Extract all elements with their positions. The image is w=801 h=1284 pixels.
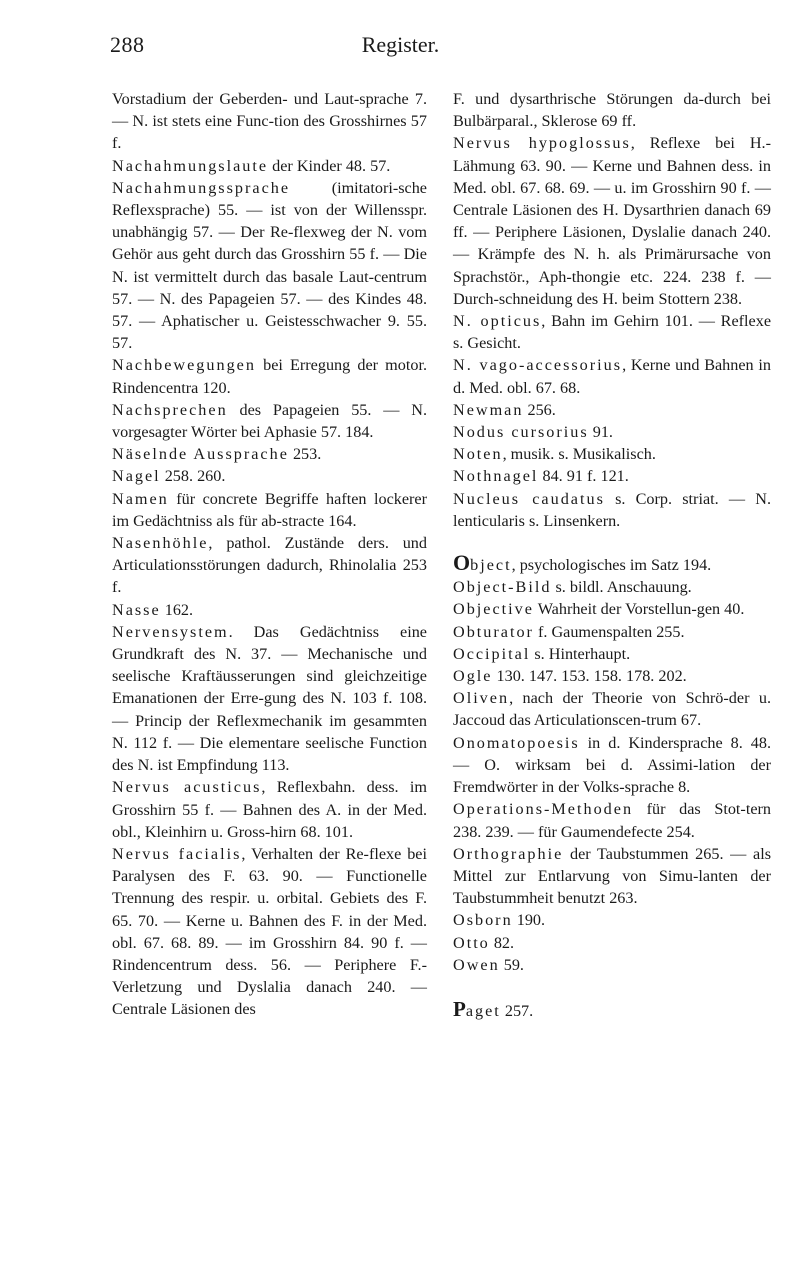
index-entry: [453, 798, 771, 842]
index-text: 162.: [160, 600, 194, 619]
index-entry: [453, 954, 771, 976]
index-text: Wahrheit der Vorstellun-gen 40.: [533, 600, 745, 619]
index-term: Orthographie: [453, 844, 564, 863]
index-entry: [453, 465, 771, 487]
index-term: Namen: [112, 489, 169, 508]
index-text: , Bahn im Gehirn 101. — Reflexe s. Gesicht.: [453, 312, 772, 353]
index-entry: [112, 599, 427, 621]
page-number: 288: [110, 32, 145, 57]
index-entry: [453, 576, 771, 598]
index-text: , nach der Theorie von Schrö-der u. Jaccoud das Articulationscen-trum 67.: [453, 689, 771, 730]
index-term: Nasenhöhle: [112, 534, 209, 553]
right-column: [453, 88, 771, 1022]
index-term: Objective: [453, 600, 534, 619]
index-term: Nervensystem: [112, 622, 229, 641]
index-text: , Kerne und Bahnen in d. Med. obl. 67. 68.: [453, 356, 771, 397]
index-text: , psychologisches im Satz 194.: [511, 556, 712, 575]
page-header: [0, 32, 801, 62]
index-term: Owen: [453, 955, 500, 974]
section-n-continued: [453, 88, 771, 532]
index-text: 82.: [489, 933, 515, 952]
index-text: 190.: [512, 911, 546, 930]
index-text: für das Stot-tern 238. 239. — für Gaumendefecte 254.: [453, 800, 771, 841]
index-text: 130. 147. 153. 158. 178. 202.: [492, 667, 687, 686]
index-text: 253.: [288, 445, 322, 464]
index-text: F. und dysarthrische Störungen da-durch bei Bulbärparal., Sklerose 69 ff.: [453, 90, 771, 131]
index-entry: [453, 665, 771, 687]
index-text: der Kinder 48. 57.: [268, 156, 391, 175]
index-entry: [453, 909, 771, 931]
index-entry: [112, 532, 427, 599]
index-entry: [453, 843, 771, 910]
index-text: 256.: [523, 400, 556, 419]
index-entry: [453, 421, 771, 443]
index-term: Nothnagel: [453, 467, 539, 486]
index-term: Operations-Methoden: [453, 800, 634, 819]
section-o: [453, 550, 771, 976]
index-entry: [112, 155, 427, 177]
index-entry: [112, 88, 427, 155]
index-entry: [112, 843, 427, 1021]
section-p: [453, 998, 771, 1022]
index-entry: [112, 399, 427, 443]
index-term: Nervus acusticus: [112, 778, 262, 797]
index-term: Newman: [453, 400, 524, 419]
index-entry: [453, 443, 771, 465]
section-gap: [453, 532, 771, 554]
index-text: 91.: [588, 423, 613, 442]
index-entry: [112, 177, 427, 355]
index-text: , musik. s. Musikalisch.: [502, 445, 656, 464]
index-term: N. vago-accessorius: [453, 356, 623, 375]
index-term: Oliven: [453, 689, 510, 708]
index-text: des Papageien 55. — N. vorgesagter Wörter bei Aphasie 57. 184.: [112, 400, 427, 442]
index-term: aget: [465, 1001, 501, 1020]
index-entry: [453, 354, 771, 398]
index-text: s. Corp. striat. — N. lenticularis s. Linsenkern.: [453, 489, 771, 530]
index-text: bei Erregung der motor. Rindencentra 120.: [112, 356, 427, 397]
index-entry: [453, 310, 771, 354]
index-text: 59.: [499, 955, 524, 974]
index-entry: [453, 643, 771, 665]
index-entry: [453, 132, 771, 310]
index-text: , Reflexbahn. dess. im Grosshirn 55 f. — Bahnen des A. in der Med. obl., Kleinhirn u. Gross-hirn 68. 101.: [112, 778, 427, 841]
index-term: Nucleus caudatus: [453, 489, 605, 508]
index-term: Nervus hypoglossus: [453, 134, 631, 153]
index-term: bject: [470, 556, 512, 575]
index-entry: [453, 932, 771, 954]
index-entry: [453, 399, 771, 421]
index-text: 84. 91 f. 121.: [538, 467, 629, 486]
index-term: Nachahmungslaute: [112, 156, 269, 175]
index-entry: [453, 88, 771, 132]
index-entry: [112, 621, 427, 776]
index-entry: [112, 443, 427, 465]
index-term: Obturator: [453, 622, 534, 641]
section-initial: O: [453, 550, 471, 576]
index-text: s. Hinterhaupt.: [530, 644, 631, 663]
index-entry: [453, 998, 771, 1022]
section-gap: [453, 976, 771, 998]
index-entry: [453, 598, 771, 620]
index-text: für concrete Begriffe haften lockerer im Gedächtniss als für ab-stracte 164.: [112, 489, 427, 530]
index-term: Nodus cursorius: [453, 423, 589, 442]
index-entry: [453, 550, 771, 576]
index-term: Onomatopoesis: [453, 733, 580, 752]
index-term: Nachahmungssprache: [112, 178, 291, 197]
index-term: Otto: [453, 933, 490, 952]
index-term: Nasse: [112, 600, 161, 619]
index-entry: [453, 621, 771, 643]
index-term: Nagel: [112, 467, 161, 486]
index-term: Osborn: [453, 911, 513, 930]
index-text: (imitatori-sche Reflexsprache) 55. — ist von der Willensspr. unabhängig 57. — Der Re-flexweg der N. vom Gehör aus geht durch das Grosshirn 55 f. — Die N. ist vermittelt durch das basale Laut-centrum 57. — N. des Papageien 57. — des Kindes 48. 57. — Aphatischer u. Geistesschwacher 9. 55. 57.: [112, 178, 427, 353]
index-text: , pathol. Zustände ders. und Articulationsstörungen dadurch, Rhinolalia 253 f.: [112, 534, 427, 597]
index-term: Nachbewegungen: [112, 356, 256, 375]
index-term: Näselnde Aussprache: [112, 445, 289, 464]
index-term: Object-Bild: [453, 578, 552, 597]
index-text: . Das Gedächtniss eine Grundkraft des N. 37. — Mechanische und seelische Kraftäusserungen sind gleichzeitige Emanationen der Erre-gung des N. 103 f. 108. — Princip der Reflexmechanik im gesammten N. 112 f. — Die elementare seelische Function des N. ist Empfindung 113.: [112, 622, 427, 775]
index-entry: [112, 488, 427, 532]
index-term: Occipital: [453, 644, 531, 663]
index-entry: [112, 776, 427, 843]
index-text: Vorstadium der Geberden- und Laut-sprache 7. — N. ist stets eine Func-tion des Grosshirnes 57 f.: [112, 90, 427, 153]
index-term: N. opticus: [453, 312, 542, 331]
index-term: Nachsprechen: [112, 400, 228, 419]
left-column: [112, 88, 427, 1021]
index-text: f. Gaumenspalten 255.: [533, 622, 685, 641]
index-text: der Taubstummen 265. — als Mittel zur Entlarvung von Simu-lanten der Taubstummheit benutzt 263.: [453, 844, 771, 908]
index-text: , Reflexe bei H.-Lähmung 63. 90. — Kerne und Bahnen dess. in Med. obl. 67. 68. 69. — u. im Grosshirn 90 f. — Centrale Läsionen des H. Dysarthrien danach 69 ff. — Periphere Läsionen, Dyslalie danach 240. — Krämpfe des N. h. als Primärursache von Sprachstör., Aph-thongie etc. 224. 238 f. — Durch-schneidung des H. beim Stottern 238.: [453, 134, 771, 308]
index-term: Nervus facialis: [112, 844, 242, 863]
index-text: 257.: [500, 1001, 534, 1020]
running-title: Register.: [361, 32, 440, 57]
index-term: Ogle: [453, 667, 493, 686]
index-text: , Verhalten der Re-flexe bei Paralysen des F. 63. 90. — Functionelle Trennung des respir. u. orbital. Gebiets des F. 65. 70. — Kerne u. Bahnen des F. in der Med. obl. 67. 68. 89. — im Grosshirn 84. 90 f. — Rindencentrum dess. 56. — Periphere F.-Verletzung und Dyslalia danach 240. — Centrale Läsionen des: [112, 844, 427, 1019]
index-entry: [453, 488, 771, 532]
index-text: s. bildl. Anschauung.: [551, 578, 692, 597]
index-term: Noten: [453, 445, 503, 464]
section-initial: P: [453, 996, 466, 1021]
index-entry: [112, 354, 427, 398]
index-entry: [453, 687, 771, 731]
index-entry: [453, 732, 771, 799]
index-entry: [112, 465, 427, 487]
index-text: 258. 260.: [160, 467, 226, 486]
index-text: in d. Kindersprache 8. 48. — O. wirksam bei d. Assimi-lation der Fremdwörter in der Volks-sprache 8.: [453, 733, 771, 797]
